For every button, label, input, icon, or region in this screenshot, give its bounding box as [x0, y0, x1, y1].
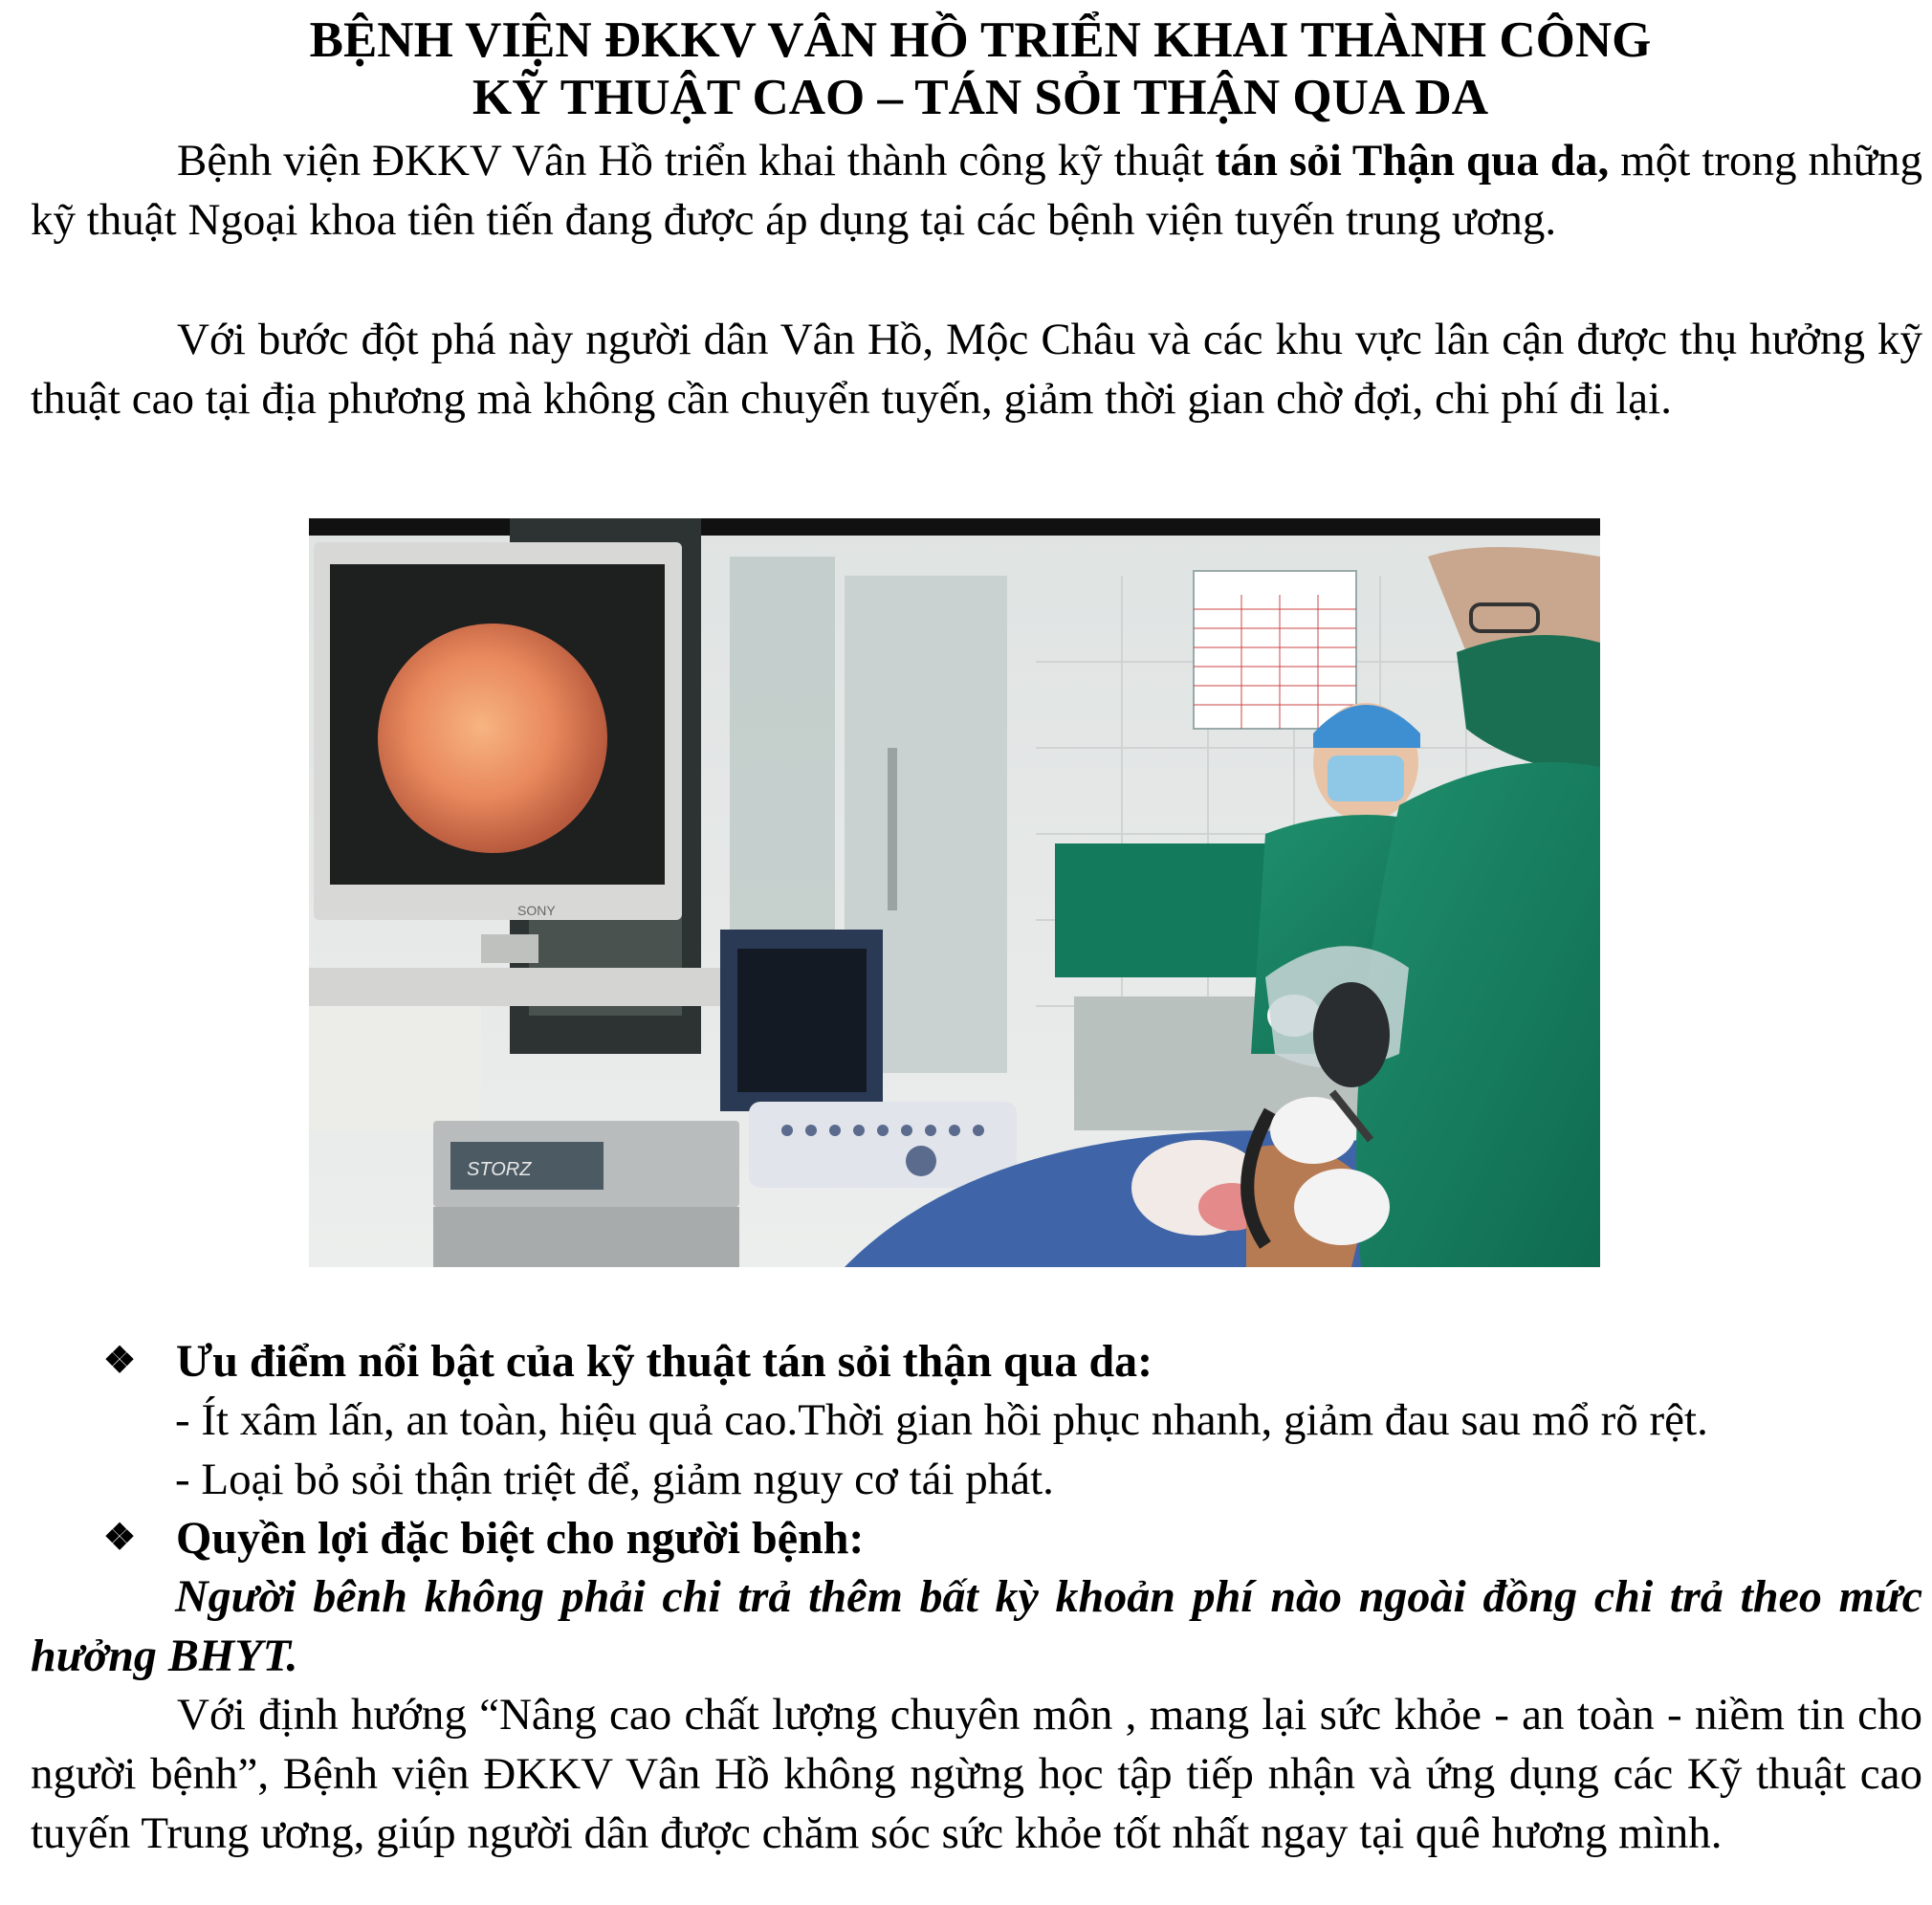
access-paragraph — [31, 310, 1922, 428]
device-brand-label: STORZ — [467, 1159, 532, 1180]
advantages-heading-text: Ưu điểm nổi bật của kỹ thuật tán sỏi thận qua da: — [176, 1336, 1153, 1387]
benefits-paragraph — [31, 1567, 1922, 1686]
closing-text: Với định hướng “Nâng cao chất lượng chuyên môn , mang lại sức khỏe - an toàn - niềm tin cho người bệnh”, Bệnh viện ĐKKV Vân Hồ không ngừng học tập tiếp nhận và ứng dụng các Kỹ thuật cao tuyến Trung ương, giúp người dân được chăm sóc sức khỏe tốt nhất ngay tại quê hương mình. — [31, 1690, 1922, 1858]
access-text: Với bước đột phá này người dân Vân Hồ, Mộc Châu và các khu vực lân cận được thụ hưởng kỹ thuật cao tại địa phương mà không cần chuyển tuyến, giảm thời gian chờ đợi, chi phí đi lại. — [31, 315, 1922, 424]
intro-technique-emphasis: tán sỏi Thận qua da, — [1215, 136, 1610, 186]
surgery-photo — [309, 518, 1600, 1267]
intro-text-end: một trong những kỹ thuật Ngoại khoa tiên tiến đang được áp dụng tại các bệnh viện tuyến trung ương. — [31, 136, 1922, 245]
diamond-bullet-icon: ❖ — [103, 1518, 137, 1558]
diamond-bullet-icon: ❖ — [103, 1341, 137, 1381]
closing-paragraph — [31, 1685, 1922, 1863]
monitor-brand-label: SONY — [517, 903, 556, 918]
headline-line-1: BỆNH VIỆN ĐKKV VÂN HỒ TRIỂN KHAI THÀNH CÔNG — [309, 12, 1652, 68]
intro-paragraph — [31, 131, 1922, 250]
benefits-heading-text: Quyền lợi đặc biệt cho người bệnh: — [176, 1513, 865, 1564]
benefits-heading — [103, 1509, 864, 1567]
intro-text-start: Bệnh viện ĐKKV Vân Hồ triển khai thành công kỹ thuật — [177, 136, 1216, 186]
advantages-heading — [103, 1332, 1153, 1390]
advantage-item: - Loại bỏ sỏi thận triệt để, giảm nguy cơ tái phát. — [175, 1455, 1054, 1504]
benefits-text: Người bênh không phải chi trả thêm bất kỳ khoản phí nào ngoài đồng chi trả theo mức hưởng BHYT. — [31, 1571, 1922, 1681]
advantage-item: - Ít xâm lấn, an toàn, hiệu quả cao.Thời gian hồi phục nhanh, giảm đau sau mổ rõ rệt. — [175, 1395, 1708, 1445]
headline-line-2: KỸ THUẬT CAO – TÁN SỎI THẬN QUA DA — [472, 70, 1489, 125]
